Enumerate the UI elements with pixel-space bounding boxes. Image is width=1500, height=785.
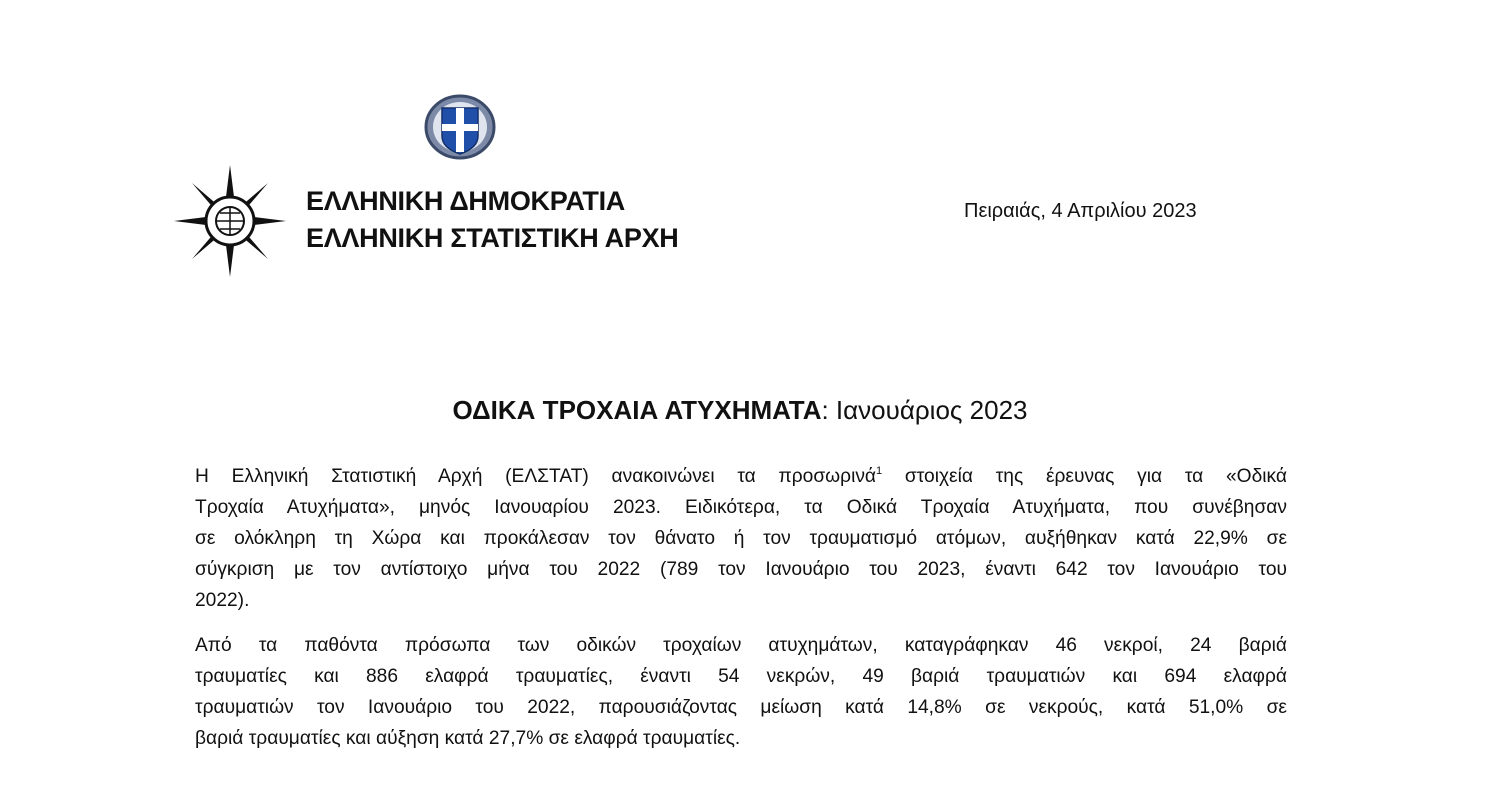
greek-state-emblem-icon	[424, 94, 496, 160]
paragraph-2	[195, 630, 1287, 754]
title-bold: ΟΔΙΚΑ ΤΡΟΧΑΙΑ ΑΤΥΧΗΜΑΤΑ	[452, 395, 822, 425]
paragraph-line: Από τα παθόντα πρόσωπα των οδικών τροχαίων ατυχημάτων, καταγράφηκαν 46 νεκροί, 24 βαριά	[195, 635, 1287, 656]
text-span: στοιχεία της έρευνας για τα «Οδικά	[882, 466, 1287, 487]
paragraph-line: σε ολόκληρη τη Χώρα και προκάλεσαν τον θάνατο ή τον τραυματισμό ατόμων, αυξήθηκαν κατά 22,9% σε	[195, 528, 1287, 549]
title-rest: : Ιανουάριος 2023	[821, 395, 1028, 425]
org-line-1: ΕΛΛΗΝΙΚΗ ΔΗΜΟΚΡΑΤΙΑ	[306, 186, 625, 216]
paragraph-line: τραυματιών τον Ιανουάριο του 2022, παρουσιάζοντας μείωση κατά 14,8% σε νεκρούς, κατά 51,0% σε	[195, 697, 1287, 718]
footnote-ref[interactable]: 1	[876, 465, 883, 477]
paragraph-line: 2022).	[195, 590, 250, 611]
document-date: Πειραιάς, 4 Απριλίου 2023	[964, 200, 1197, 222]
paragraph-line: βαριά τραυματίες και αύξηση κατά 27,7% σε ελαφρά τραυματίες.	[195, 728, 741, 749]
text-span: Η Ελληνική Στατιστική Αρχή (ΕΛΣΤΑΤ) ανακοινώνει τα προσωρινά	[195, 466, 877, 487]
organization-name	[306, 183, 678, 257]
paragraph-line: Τροχαία Ατυχήματα», μηνός Ιανουαρίου 2023. Ειδικότερα, τα Οδικά Τροχαία Ατυχήματα, που συνέβησαν	[195, 497, 1287, 518]
document-title	[0, 395, 1480, 426]
elstat-logo-icon	[174, 165, 286, 277]
paragraph-line: σύγκριση με τον αντίστοιχο μήνα του 2022 (789 τον Ιανουάριο του 2023, έναντι 642 τον Ιανουάριο του	[195, 559, 1287, 580]
paragraph-line	[195, 461, 1287, 492]
org-line-2: ΕΛΛΗΝΙΚΗ ΣΤΑΤΙΣΤΙΚΗ ΑΡΧΗ	[306, 223, 679, 253]
paragraph-line: τραυματίες και 886 ελαφρά τραυματίες, έναντι 54 νεκρών, 49 βαριά τραυματιών και 694 ελαφρά	[195, 666, 1287, 687]
paragraph-1	[195, 461, 1287, 616]
